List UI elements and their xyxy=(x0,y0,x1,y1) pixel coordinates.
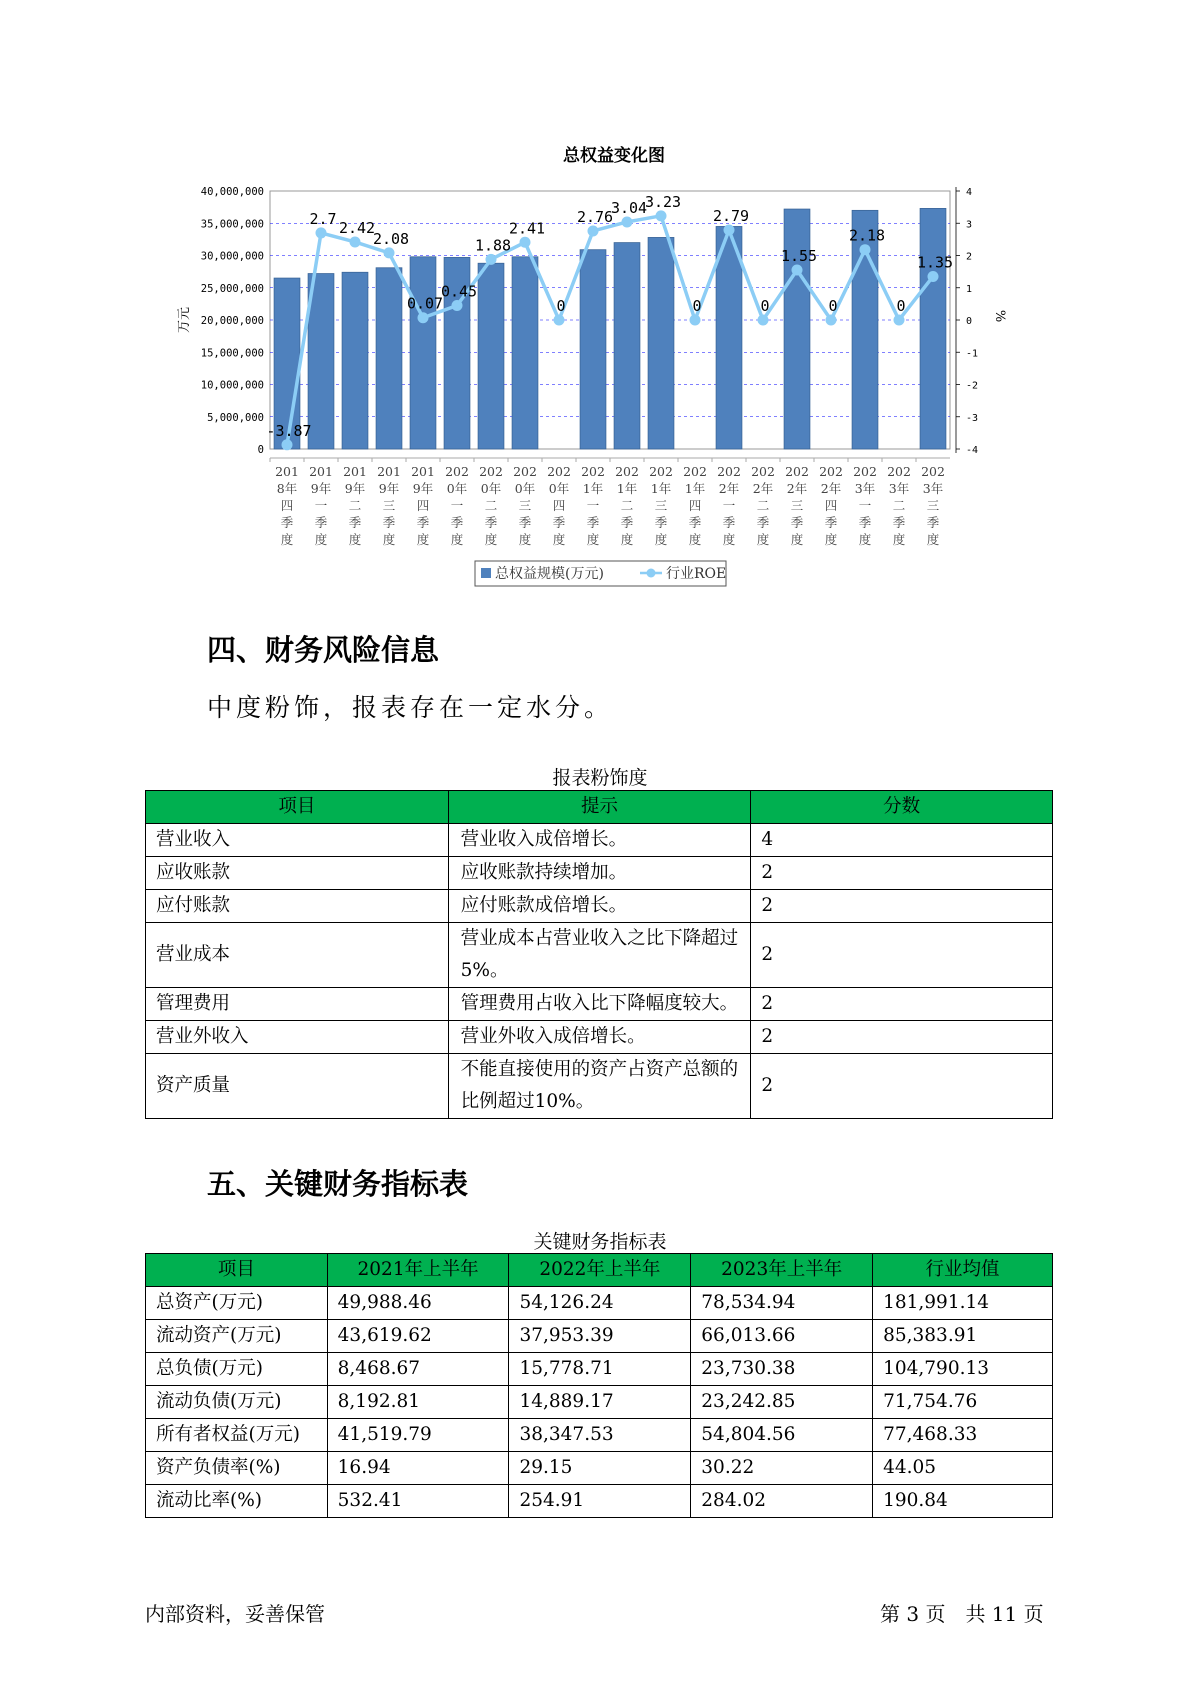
x-tick-label: 三 xyxy=(382,498,396,513)
y-tick-right: 3 xyxy=(966,219,973,231)
metrics-table-header-row xyxy=(146,1254,1053,1287)
x-tick-label: 202 xyxy=(581,464,605,479)
metric-value: 254.91 xyxy=(509,1485,691,1518)
x-tick-label: 季 xyxy=(926,515,940,530)
roe-point xyxy=(554,315,565,326)
x-tick-label: 四 xyxy=(688,498,702,513)
x-tick-label: 202 xyxy=(615,464,639,479)
y-tick-left: 35,000,000 xyxy=(200,218,264,231)
table-row xyxy=(146,857,1053,890)
x-tick-label: 四 xyxy=(552,498,566,513)
roe-data-label: 0 xyxy=(692,297,702,315)
bar xyxy=(648,237,674,449)
risk-score: 2 xyxy=(751,1054,1053,1119)
metric-value: 8,192.81 xyxy=(327,1386,509,1419)
metric-value: 43,619.62 xyxy=(327,1320,509,1353)
risk-hint: 不能直接使用的资产占资产总额的比例超过10%。 xyxy=(448,1054,751,1119)
x-tick-label: 季 xyxy=(620,515,634,530)
x-tick-label: 度 xyxy=(586,532,600,547)
metric-value: 78,534.94 xyxy=(691,1287,873,1320)
risk-header-score: 分数 xyxy=(751,791,1053,824)
x-tick-label: 度 xyxy=(722,532,736,547)
metric-name: 流动资产(万元) xyxy=(146,1320,328,1353)
x-tick-label: 202 xyxy=(921,464,945,479)
metric-value: 37,953.39 xyxy=(509,1320,691,1353)
risk-header-item: 项目 xyxy=(146,791,449,824)
risk-header-hint: 提示 xyxy=(448,791,751,824)
x-tick-label: 2年 xyxy=(820,481,842,496)
y-tick-right: 0 xyxy=(966,316,973,327)
metric-value: 532.41 xyxy=(327,1485,509,1518)
x-tick-label: 1年 xyxy=(650,481,672,496)
risk-score: 2 xyxy=(751,1021,1053,1054)
roe-point xyxy=(316,227,327,238)
x-tick-label: 三 xyxy=(926,498,940,513)
risk-score: 4 xyxy=(751,824,1053,857)
x-tick-label: 9年 xyxy=(412,481,434,496)
section5-heading: 五、关键财务指标表 xyxy=(207,1167,469,1201)
roe-data-label: 0 xyxy=(760,297,770,315)
x-tick-label: 一 xyxy=(314,498,328,513)
risk-hint: 营业成本占营业收入之比下降超过5%。 xyxy=(448,923,751,988)
roe-point xyxy=(282,439,293,450)
y-tick-right: -1 xyxy=(966,348,979,360)
bar xyxy=(342,272,368,449)
x-tick-label: 201 xyxy=(343,464,367,479)
table-row xyxy=(146,1287,1053,1320)
roe-point xyxy=(894,315,905,326)
x-tick-label: 9年 xyxy=(344,481,366,496)
x-tick-label: 202 xyxy=(513,464,537,479)
y-tick-right: 2 xyxy=(966,251,973,263)
x-tick-label: 季 xyxy=(484,515,498,530)
risk-hint: 应付账款成倍增长。 xyxy=(448,890,751,923)
x-tick-label: 202 xyxy=(785,464,809,479)
equity-chart xyxy=(0,0,1191,600)
x-tick-label: 1年 xyxy=(684,481,706,496)
metric-value: 54,126.24 xyxy=(509,1287,691,1320)
x-tick-label: 季 xyxy=(518,515,532,530)
roe-data-label: 2.41 xyxy=(508,219,546,238)
bar xyxy=(614,243,640,449)
x-tick-label: 一 xyxy=(722,498,736,513)
x-tick-label: 202 xyxy=(717,464,741,479)
x-tick-label: 四 xyxy=(416,498,430,513)
x-tick-label: 1年 xyxy=(616,481,638,496)
metric-value: 44.05 xyxy=(873,1452,1053,1485)
bar xyxy=(580,250,606,449)
x-tick-label: 季 xyxy=(280,515,294,530)
x-tick-label: 202 xyxy=(819,464,843,479)
x-tick-label: 二 xyxy=(348,498,362,513)
roe-point xyxy=(860,244,871,255)
risk-item: 营业外收入 xyxy=(146,1021,449,1054)
legend-line-marker xyxy=(647,569,656,578)
roe-data-label: 0.07 xyxy=(406,294,444,313)
x-tick-label: 二 xyxy=(892,498,906,513)
metric-name: 流动负债(万元) xyxy=(146,1386,328,1419)
x-tick-label: 度 xyxy=(518,532,532,547)
table-row xyxy=(146,1419,1053,1452)
risk-hint: 管理费用占收入比下降幅度较大。 xyxy=(448,988,751,1021)
x-tick-label: 季 xyxy=(314,515,328,530)
footer-page-number: 第 3 页 共 11 页 xyxy=(880,1602,1044,1626)
x-tick-label: 1年 xyxy=(582,481,604,496)
x-tick-label: 季 xyxy=(348,515,362,530)
risk-hint: 应收账款持续增加。 xyxy=(448,857,751,890)
bar xyxy=(920,208,946,449)
risk-score: 2 xyxy=(751,988,1053,1021)
x-tick-label: 2年 xyxy=(718,481,740,496)
metric-value: 71,754.76 xyxy=(873,1386,1053,1419)
y-axis-label-right: % xyxy=(992,309,1007,323)
x-tick-label: 0年 xyxy=(514,481,536,496)
x-tick-label: 度 xyxy=(314,532,328,547)
x-tick-label: 度 xyxy=(484,532,498,547)
roe-point xyxy=(622,216,633,227)
x-tick-label: 202 xyxy=(683,464,707,479)
roe-data-label: 2.76 xyxy=(576,207,614,226)
x-tick-label: 202 xyxy=(649,464,673,479)
x-tick-label: 度 xyxy=(382,532,396,547)
metric-value: 8,468.67 xyxy=(327,1353,509,1386)
table-row xyxy=(146,824,1053,857)
x-tick-label: 季 xyxy=(654,515,668,530)
y-tick-left: 5,000,000 xyxy=(207,411,264,424)
table-row xyxy=(146,1021,1053,1054)
table-row xyxy=(146,1320,1053,1353)
chart-title: 总权益变化图 xyxy=(563,146,665,166)
roe-data-label: 2.08 xyxy=(372,229,410,248)
metric-name: 所有者权益(万元) xyxy=(146,1419,328,1452)
roe-data-label: 2.42 xyxy=(338,218,376,237)
x-tick-label: 度 xyxy=(824,532,838,547)
risk-score: 2 xyxy=(751,923,1053,988)
metric-value: 23,730.38 xyxy=(691,1353,873,1386)
metric-value: 66,013.66 xyxy=(691,1320,873,1353)
x-tick-label: 2年 xyxy=(786,481,808,496)
x-tick-label: 度 xyxy=(450,532,464,547)
footer-confidential: 内部资料，妥善保管 xyxy=(145,1602,325,1626)
x-tick-label: 二 xyxy=(484,498,498,513)
roe-data-label: 1.35 xyxy=(916,253,954,272)
x-tick-label: 202 xyxy=(445,464,469,479)
metric-name: 总负债(万元) xyxy=(146,1353,328,1386)
x-tick-label: 0年 xyxy=(548,481,570,496)
risk-item: 营业收入 xyxy=(146,824,449,857)
x-tick-label: 季 xyxy=(382,515,396,530)
bar xyxy=(784,209,810,449)
y-tick-left: 15,000,000 xyxy=(200,347,264,360)
legend-line-label: 行业ROE xyxy=(666,566,727,582)
risk-item: 管理费用 xyxy=(146,988,449,1021)
metrics-header: 项目 xyxy=(146,1254,328,1287)
roe-point xyxy=(588,225,599,236)
metric-value: 15,778.71 xyxy=(509,1353,691,1386)
y-tick-right: -2 xyxy=(966,380,979,392)
metric-value: 41,519.79 xyxy=(327,1419,509,1452)
x-tick-label: 一 xyxy=(586,498,600,513)
metric-value: 104,790.13 xyxy=(873,1353,1053,1386)
table-row xyxy=(146,1386,1053,1419)
metric-name: 流动比率(%) xyxy=(146,1485,328,1518)
roe-point xyxy=(724,225,735,236)
y-tick-right: 1 xyxy=(966,283,973,295)
roe-data-label: 0 xyxy=(896,297,906,315)
x-tick-label: 季 xyxy=(416,515,430,530)
x-tick-label: 四 xyxy=(280,498,294,513)
roe-point xyxy=(418,312,429,323)
bar xyxy=(478,263,504,449)
roe-point xyxy=(520,237,531,248)
y-tick-right: 4 xyxy=(966,187,973,198)
table-row xyxy=(146,890,1053,923)
x-tick-label: 季 xyxy=(756,515,770,530)
roe-data-label: 1.55 xyxy=(780,247,818,266)
x-tick-label: 季 xyxy=(892,515,906,530)
x-tick-label: 201 xyxy=(275,464,299,479)
x-tick-label: 9年 xyxy=(378,481,400,496)
risk-hint: 营业收入成倍增长。 xyxy=(448,824,751,857)
x-tick-label: 季 xyxy=(586,515,600,530)
x-tick-label: 季 xyxy=(450,515,464,530)
metric-value: 30.22 xyxy=(691,1452,873,1485)
x-tick-label: 一 xyxy=(858,498,872,513)
x-tick-label: 季 xyxy=(824,515,838,530)
x-tick-label: 季 xyxy=(552,515,566,530)
y-tick-right: -3 xyxy=(966,412,979,424)
risk-hint: 营业外收入成倍增长。 xyxy=(448,1021,751,1054)
roe-data-label: 2.79 xyxy=(712,207,750,226)
x-tick-label: 度 xyxy=(688,532,702,547)
x-tick-label: 201 xyxy=(411,464,435,479)
table-row xyxy=(146,923,1053,988)
roe-point xyxy=(758,315,769,326)
risk-table-header-row xyxy=(146,791,1053,824)
x-tick-label: 二 xyxy=(756,498,770,513)
metric-value: 16.94 xyxy=(327,1452,509,1485)
metric-name: 资产负债率(%) xyxy=(146,1452,328,1485)
risk-score: 2 xyxy=(751,890,1053,923)
x-tick-label: 度 xyxy=(620,532,634,547)
metric-value: 54,804.56 xyxy=(691,1419,873,1452)
roe-data-label: -3.87 xyxy=(266,421,312,440)
x-tick-label: 3年 xyxy=(888,481,910,496)
table-row xyxy=(146,1353,1053,1386)
table-row xyxy=(146,1485,1053,1518)
metric-value: 14,889.17 xyxy=(509,1386,691,1419)
x-tick-label: 度 xyxy=(858,532,872,547)
x-tick-label: 3年 xyxy=(854,481,876,496)
x-tick-label: 度 xyxy=(790,532,804,547)
x-tick-label: 202 xyxy=(751,464,775,479)
x-tick-label: 度 xyxy=(348,532,362,547)
roe-point xyxy=(384,247,395,258)
roe-data-label: 1.88 xyxy=(474,236,512,255)
bar xyxy=(376,268,402,449)
x-tick-label: 0年 xyxy=(446,481,468,496)
x-tick-label: 度 xyxy=(552,532,566,547)
metrics-header: 2021年上半年 xyxy=(327,1254,509,1287)
roe-point xyxy=(792,265,803,276)
x-tick-label: 三 xyxy=(654,498,668,513)
roe-data-label: 2.7 xyxy=(309,209,337,228)
x-tick-label: 季 xyxy=(722,515,736,530)
x-tick-label: 201 xyxy=(377,464,401,479)
metrics-header: 2022年上半年 xyxy=(509,1254,691,1287)
metric-value: 284.02 xyxy=(691,1485,873,1518)
metrics-table xyxy=(145,1253,1053,1518)
x-tick-label: 202 xyxy=(479,464,503,479)
x-tick-label: 季 xyxy=(688,515,702,530)
metric-value: 23,242.85 xyxy=(691,1386,873,1419)
y-tick-left: 20,000,000 xyxy=(200,315,264,327)
x-tick-label: 202 xyxy=(887,464,911,479)
section4-paragraph: 中度粉饰，报表存在一定水分。 xyxy=(207,693,614,722)
roe-point xyxy=(928,271,939,282)
x-tick-label: 8年 xyxy=(276,481,298,496)
x-tick-label: 季 xyxy=(790,515,804,530)
x-tick-label: 201 xyxy=(309,464,333,479)
metric-name: 总资产(万元) xyxy=(146,1287,328,1320)
x-tick-label: 三 xyxy=(790,498,804,513)
x-tick-label: 度 xyxy=(756,532,770,547)
x-tick-label: 度 xyxy=(280,532,294,547)
roe-point xyxy=(486,254,497,265)
x-tick-label: 3年 xyxy=(922,481,944,496)
risk-table-caption: 报表粉饰度 xyxy=(552,767,648,789)
metric-value: 190.84 xyxy=(873,1485,1053,1518)
metric-value: 181,991.14 xyxy=(873,1287,1053,1320)
y-tick-left: 0 xyxy=(257,444,264,456)
risk-score: 2 xyxy=(751,857,1053,890)
legend-bar-swatch xyxy=(481,568,491,578)
metrics-header: 行业均值 xyxy=(873,1254,1053,1287)
y-tick-left: 40,000,000 xyxy=(200,186,264,198)
bar xyxy=(716,226,742,449)
risk-item: 应付账款 xyxy=(146,890,449,923)
x-tick-label: 度 xyxy=(416,532,430,547)
x-tick-label: 度 xyxy=(654,532,668,547)
x-tick-label: 一 xyxy=(450,498,464,513)
section4-heading: 四、财务风险信息 xyxy=(207,633,440,667)
x-tick-label: 202 xyxy=(547,464,571,479)
x-tick-label: 三 xyxy=(518,498,532,513)
roe-data-label: 0 xyxy=(556,297,566,315)
risk-item: 营业成本 xyxy=(146,923,449,988)
metrics-header: 2023年上半年 xyxy=(691,1254,873,1287)
roe-data-label: 0 xyxy=(828,297,838,315)
roe-point xyxy=(656,210,667,221)
roe-data-label: 3.04 xyxy=(610,198,648,217)
bar xyxy=(512,257,538,449)
y-tick-left: 25,000,000 xyxy=(200,282,264,295)
x-tick-label: 四 xyxy=(824,498,838,513)
risk-item: 资产质量 xyxy=(146,1054,449,1119)
y-tick-right: -4 xyxy=(966,445,979,456)
x-tick-label: 度 xyxy=(926,532,940,547)
x-tick-label: 202 xyxy=(853,464,877,479)
roe-data-label: 3.23 xyxy=(644,192,682,211)
metric-value: 29.15 xyxy=(509,1452,691,1485)
metrics-table-caption: 关键财务指标表 xyxy=(533,1231,667,1253)
x-tick-label: 0年 xyxy=(480,481,502,496)
roe-point xyxy=(826,315,837,326)
equity-chart-svg xyxy=(0,0,1191,600)
x-tick-label: 度 xyxy=(892,532,906,547)
roe-data-label: 2.18 xyxy=(848,226,886,245)
y-tick-left: 30,000,000 xyxy=(200,250,264,263)
y-axis-label-left: 万元 xyxy=(177,306,192,334)
roe-point xyxy=(350,236,361,247)
roe-point xyxy=(690,315,701,326)
table-row xyxy=(146,1054,1053,1119)
risk-item: 应收账款 xyxy=(146,857,449,890)
legend-bar-label: 总权益规模(万元) xyxy=(495,566,604,582)
table-row xyxy=(146,988,1053,1021)
roe-data-label: 0.45 xyxy=(440,282,478,301)
metric-value: 77,468.33 xyxy=(873,1419,1053,1452)
bar xyxy=(410,257,436,449)
x-tick-label: 9年 xyxy=(310,481,332,496)
x-tick-label: 2年 xyxy=(752,481,774,496)
roe-point xyxy=(452,300,463,311)
y-tick-left: 10,000,000 xyxy=(200,379,264,392)
metric-value: 38,347.53 xyxy=(509,1419,691,1452)
x-tick-label: 二 xyxy=(620,498,634,513)
metric-value: 49,988.46 xyxy=(327,1287,509,1320)
table-row xyxy=(146,1452,1053,1485)
x-tick-label: 季 xyxy=(858,515,872,530)
risk-table xyxy=(145,790,1053,1119)
metric-value: 85,383.91 xyxy=(873,1320,1053,1353)
